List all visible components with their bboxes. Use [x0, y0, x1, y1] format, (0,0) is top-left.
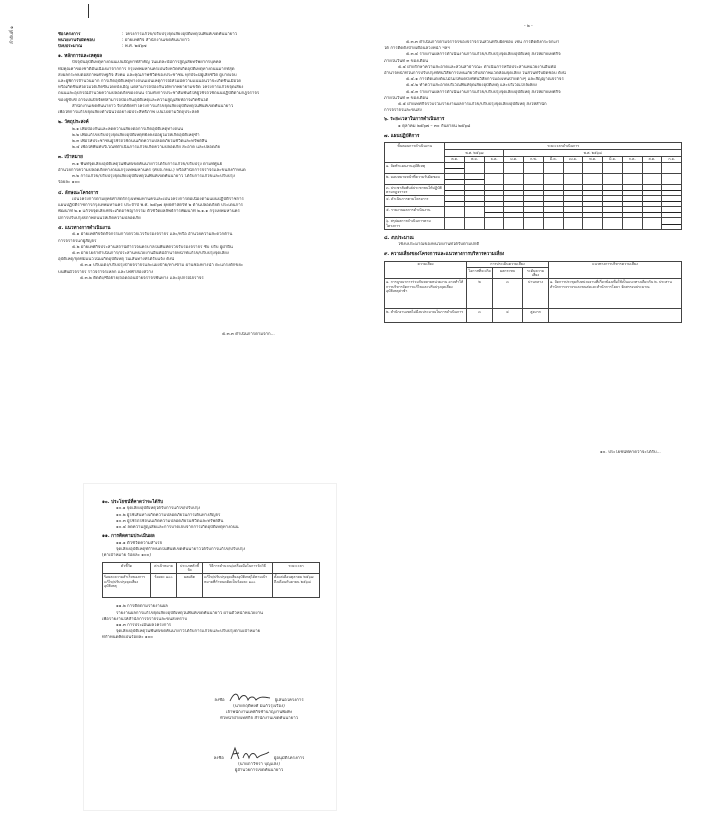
- plan-cell: [543, 218, 563, 229]
- section-heading: ๑๑. การติดตามประเมินผล: [102, 534, 155, 540]
- plan-cell: [504, 185, 524, 196]
- plan-cell: [563, 196, 583, 207]
- plan-cell: [524, 174, 544, 185]
- risk-header: ความเสี่ยง: [385, 261, 467, 279]
- timeline-arrow: [662, 201, 681, 202]
- section-heading: ๘. งบประมาณ: [384, 235, 414, 241]
- plan-cell: [622, 218, 642, 229]
- plan-row: [385, 163, 682, 174]
- plan-cell: [662, 196, 682, 207]
- kpi-header: ระยะเวลา: [273, 563, 320, 574]
- body-line: รายงานผลการแก้ไขจุดเสี่ยงอุบัติเหตุในพื้นที่เขตคันนายาว ผ่านตัวหน้าหน่วยงาน: [116, 610, 263, 616]
- timeline-arrow: [524, 201, 543, 202]
- timeline-arrow: [465, 201, 484, 202]
- timeline-arrow: [603, 190, 622, 191]
- plan-cell: [484, 163, 504, 174]
- section-heading: ๖. ระยะเวลาในการดำเนินการ: [384, 117, 445, 123]
- plan-cell: [484, 185, 504, 196]
- plan-step: ๔. ดำเนินการตามโครงการ: [385, 196, 445, 207]
- body-line: ที่กำหนดคิดเป็นร้อยละ ๑๐๐: [102, 635, 153, 641]
- sign-position: ผู้อำนวยการเขตคันนายาว: [234, 768, 284, 774]
- body-line: การจราจรและขนส่ง: [384, 108, 422, 114]
- plan-cell: [484, 218, 504, 229]
- timeline-arrow: [504, 201, 523, 202]
- body-line: ๒.๑ เพื่อป้องกันและลดความเสี่ยงต่อการเกิดอุบัติเหตุทางถนน: [72, 126, 184, 132]
- timeline-arrow: [544, 212, 563, 213]
- plan-cell: [662, 185, 682, 196]
- body-line: ๕.๓ ฝ่ายโยธาดำเนินการ/ประสานหน่วยงานอื่นที่มีอำนาจหน้าที่แก้ไข/ปรับปรุงจุดเสี่ยง: [72, 250, 229, 256]
- plan-cell: [524, 218, 544, 229]
- signature-block-proposer: [184, 690, 334, 723]
- handwritten-signature-1: [228, 690, 272, 704]
- timeline-arrow: [465, 179, 484, 180]
- body-line: ๓.๑ พื้นที่จุดเสี่ยงอุบัติเหตุในพื้นที่เขตคันนายาวได้รับการแก้ไข/ปรับปรุง ตามที่ศูนย์: [72, 161, 223, 167]
- timeline-arrow: [485, 190, 504, 191]
- meta-label: ชื่อโครงการ: [58, 32, 81, 37]
- timeline-arrow: [583, 201, 602, 202]
- plan-cell: [524, 196, 544, 207]
- body-line: ๑ ตุลาคม ๒๕๖๗ – ๓๐ กันยายน ๒๕๖๘: [398, 123, 471, 129]
- page1-body: [58, 54, 340, 282]
- month-header: ส.ค.: [642, 156, 662, 163]
- body-line: ถนนและอุปกรณ์อำนวยความปลอดภัยของถนน รวมทั้งการประชาสัมพันธ์ให้ผู้ใช้รถใช้ถนนปฏิบัติตามกฎจราจร: [58, 91, 260, 97]
- plan-cell: [504, 196, 524, 207]
- kpi-cell: ร้อยละความสำเร็จของการแก้ไข/ปรับปรุงจุดเสี่ยงอุบัติเหตุ: [103, 574, 151, 598]
- timeline-arrow: [564, 201, 583, 202]
- section-heading: ๔. ลักษณะโครงการ: [58, 190, 99, 196]
- plan-cell: [445, 196, 465, 207]
- timeline-arrow: [662, 212, 681, 213]
- timeline-arrow: [445, 179, 464, 180]
- timeline-arrow: [564, 190, 583, 191]
- body-line: ๓.๒ การแก้ไข/ปรับปรุงจุดเสี่ยงอุบัติเหตุในพื้นที่เขตคันนายาว ได้รับการแก้ไขและปรับปรุง: [72, 174, 235, 180]
- plan-cell: [583, 163, 603, 174]
- month-header: ต.ค.: [445, 156, 465, 163]
- plan-cell: [642, 163, 662, 174]
- body-line: ที่มีคุณค่าของชาติอันเนื่องมาจากการ กรุงเทพมหานครเป็นจังหวัดที่เกิดอุบัติเหตุทางถนนมากที่สุด: [58, 66, 235, 72]
- body-line: ๑๐.๔ ลดความสูญเสียและการบาดเจ็บจากการเกิดอุบัติเหตุทางถนน: [116, 525, 239, 531]
- body-line: ๒.๔ เพื่อให้พื้นที่บริเวณที่ดำเนินการแก้ไขเกิดความปลอดภัย สะอาด และปลอดภัย: [72, 145, 221, 151]
- plan-cell: [622, 174, 642, 185]
- timeline-arrow: [662, 224, 681, 225]
- body-line: ๕.๒ ฝ่ายเทศกิจประสานสถานีตำรวจนครบาลในพื้นที่ตรวจรับรองจราจร ซับ ปรับ ผู้ฝ่าฝืน: [72, 244, 233, 250]
- month-header: พ.ย.: [465, 156, 485, 163]
- plan-row: [385, 218, 682, 229]
- plan-cell: [465, 185, 485, 196]
- risk-header: ระดับความเสี่ยง: [523, 268, 549, 279]
- plan-cell: [563, 207, 583, 218]
- timeline-arrow: [583, 190, 602, 191]
- document-page-1: [2, 2, 348, 472]
- body-line: ๕.๔.๒ ทำความสะอาดบริเวณพื้นที่จุดเสี่ยงอุบัติเหตุ และบริเวณใกล้เคียง: [406, 83, 537, 89]
- risk-row: [385, 279, 682, 309]
- meta-label: ปีงบประมาณ: [58, 44, 83, 50]
- plan-cell: [563, 174, 583, 185]
- plan-step: ๕. รายงานผลการดำเนินงาน: [385, 207, 445, 218]
- body-line: ปัจจุบันอุบัติเหตุทางถนนเป็นปัญหาที่สำคัญ ในแต่ละปีมีการสูญเสียทรัพยากรบุคคล: [72, 60, 222, 66]
- plan-cell: [563, 218, 583, 229]
- body-line: ภายในวันที่ ๓ ของเดือน: [384, 95, 429, 101]
- timeline-arrow: [603, 212, 622, 213]
- project-meta: [58, 32, 338, 51]
- body-line: ๕.๓.๓ ดำเนินการตามจราจรของจราจรในส่วนที่รับผิดชอบ เช่น การติดตั้งกระจกเงา: [406, 40, 560, 45]
- body-line: เป็นโครงการตามยุทธศาสตร์กรุงเทพมหานครและเป็นโครงการต่อเนื่องตามแผนปฏิบัติราชการ: [72, 197, 244, 203]
- sign-prefix: ลงชื่อ: [214, 697, 225, 703]
- timeline-arrow: [445, 168, 464, 169]
- meta-row: [58, 44, 338, 50]
- timeline-arrow: [564, 212, 583, 213]
- body-line: และผู้พิการจำนวนมาก การเกิดอุบัติเหตุทางถนนเป็นเหตุการณ์ที่ไม่มีความแน่นอนว่าจะเกิดขึ้นเมื่อใด: [58, 79, 242, 85]
- plan-cell: [583, 174, 603, 185]
- body-line: สำนักงานเขตคันนายาว จึงได้จัดทำโครงการแก้ไขจุดเสี่ยงอุบัติเหตุในพื้นที่เขตคันนายาว: [72, 103, 234, 109]
- sign-position: หัวหน้าฝ่ายเทศกิจ สำนักงานเขตคันนายาว: [219, 716, 299, 722]
- plan-step: ๑. จัดทำแผนงานอุบัติเหตุ: [385, 163, 445, 174]
- continue-label: ๑๐. ประโยชน์ที่คาดว่าจะได้รับ...: [600, 450, 661, 455]
- sign-position: เจ้าพนักงานเทศกิจชำนาญงานพิเศษ: [225, 710, 293, 716]
- body-line: ๕.๓.๒ ติดตั้ง/ซื้อย้าย/ถอดถอนป้ายจราจรพื้นทาง และอุปกรณ์จราจร: [80, 275, 204, 281]
- plan-cell: [603, 174, 623, 185]
- timeline-arrow: [544, 190, 563, 191]
- body-line: เพื่อรายงานให้สำนักการจราจรและขนส่งทราบ: [102, 616, 188, 622]
- col-header-step: ขั้นตอนการดำเนินงาน: [385, 143, 445, 163]
- kpi-cell: ร้อยละ ๑๐๐: [151, 574, 177, 598]
- plan-cell: [445, 163, 465, 174]
- timeline-arrow: [485, 212, 504, 213]
- page2-body: [384, 40, 696, 323]
- plan-cell: [603, 218, 623, 229]
- plan-cell: [465, 163, 485, 174]
- plan-cell: [543, 185, 563, 196]
- body-line: อำนาจหน้าที่ในการปรับปรุงทัศนวิสัยการเห็นเกี่ยวกับสภาพแวดล้อมจุดเสี่ยง ในส่วนที่รับผิดชอบ ดังนี้: [384, 71, 566, 77]
- body-line: ๑๑.๒ การติดตามรายงานผล: [116, 604, 168, 610]
- body-line: ได้ การติดตั้งป้ายเตือนล่วงหน้า ฯลฯ: [384, 46, 450, 52]
- signature-block-approver: [184, 746, 334, 774]
- action-plan-table: [384, 142, 682, 229]
- plan-cell: [543, 174, 563, 185]
- month-header: ก.พ.: [524, 156, 544, 163]
- risk-header: ผลกระทบ: [493, 268, 523, 279]
- timeline-arrow: [524, 212, 543, 213]
- sign-role: ผู้อนุมัติโครงการ: [273, 755, 305, 761]
- year-header: พ.ศ. ๒๕๖๗: [445, 150, 504, 157]
- plan-cell: [543, 163, 563, 174]
- plan-cell: [622, 163, 642, 174]
- month-header: ม.ค.: [504, 156, 524, 163]
- plan-cell: [524, 163, 544, 174]
- plan-cell: [603, 163, 623, 174]
- plan-cell: [583, 185, 603, 196]
- plan-cell: [622, 207, 642, 218]
- section-heading: ๗. แผนปฏิบัติการ: [384, 134, 420, 140]
- body-line: อำนวยการความปลอดภัยทางถนนกรุงเทพมหานคร (ศปถ.กทม.) หรือสำนักการจราจรและขนส่งกำหนด: [58, 168, 246, 174]
- kpi-header: ค่าเป้าหมาย: [151, 563, 177, 574]
- sign-prefix: ลงชื่อ: [213, 755, 224, 761]
- timeline-arrow: [445, 201, 464, 202]
- body-line: หรือเกิดขึ้นที่ใดไม่ได้เกิดขึ้นโดยบังเอิญ แต่สามารถป้องกันได้หากพยายามขจัด โครงการแก้ไขจุดเสี่ยง: [58, 85, 244, 91]
- timeline-arrow: [465, 190, 484, 191]
- body-line: ของผู้ขับขี่ อาจเป็นปัจจัยที่สามารถป้องกันอุบัติเหตุและความสูญเสียที่อาจเกิดขึ้นได้: [58, 97, 209, 103]
- section-heading: ๙. ความเสี่ยงของโครงการและแนวทางการบริหารความเสี่ยง: [384, 252, 505, 258]
- plan-cell: [504, 174, 524, 185]
- sign-name: (นายภาวัชรา บุญแสง): [238, 762, 280, 767]
- body-line: ส่งผลกระทบต่อสภาพเศรษฐกิจ สังคม และคุณภาพชีวิตของประชาชน ทุกปีจะมีผู้เสียชีวิต ผู้บาดเจ็บ: [58, 72, 237, 78]
- month-header: ก.ย.: [662, 156, 682, 163]
- risk-cell: ๒: [467, 279, 493, 309]
- month-header: ก.ค.: [622, 156, 642, 163]
- document-page-2: [368, 10, 704, 480]
- plan-cell: [642, 185, 662, 196]
- timeline-arrow: [623, 212, 642, 213]
- page3-body: [102, 500, 328, 642]
- plan-cell: [603, 185, 623, 196]
- plan-cell: [504, 207, 524, 218]
- body-line: ๑๐.๓ ผู้ใช้รถใช้ถนนเกิดความปลอดภัยในชีวิตและทรัพย์สิน: [116, 518, 224, 524]
- body-line: อุบัติเหตุ/จุดที่มีแนวโน้มเกิดอุบัติเหตุ ในเส้นทางที่ได้รับแจ้ง ดังนี้: [58, 257, 175, 263]
- plan-cell: [445, 185, 465, 196]
- plan-row: [385, 185, 682, 196]
- plan-cell: [662, 207, 682, 218]
- meta-value: : พ.ศ. ๒๕๖๗: [122, 44, 147, 50]
- plan-cell: [465, 174, 485, 185]
- plan-step: ๖. สรุปผลการดำเนินการตามโครงการ: [385, 218, 445, 229]
- plan-cell: [445, 207, 465, 218]
- plan-row: [385, 174, 682, 185]
- month-header: เม.ย.: [563, 156, 583, 163]
- body-line: ใช้งบประมาณของหน่วยงานที่ได้รับตามปกติ: [398, 242, 480, 248]
- body-line: ๒.๒ เพื่อแก้ไขปรับปรุงจุดเสี่ยงอุบัติเหตุที่ยังคงมีอยู่ไม่ให้เกิดอุบัติเหตุซ้ำ: [72, 132, 200, 138]
- month-header: มี.ค.: [543, 156, 563, 163]
- body-line: ๕.๓.๔ รายงานผลการดำเนินงานการแก้ไข/ปรับปรุงจุดเสี่ยงอุบัติเหตุ ส่งให้ฝ่ายเทศกิจ: [406, 52, 561, 58]
- meta-value: : โครงการแก้ไข/ปรับปรุงจุดเสี่ยงอุบัติเหตุในพื้นที่เขตคันนายาว: [122, 32, 238, 37]
- plan-cell: [484, 196, 504, 207]
- section-heading: ๑. หลักการและเหตุผล: [58, 54, 103, 59]
- side-stamp: ลำดับที่ ๑: [10, 26, 15, 44]
- timeline-arrow: [643, 190, 662, 191]
- plan-cell: [484, 207, 504, 218]
- timeline-arrow: [504, 190, 523, 191]
- body-line: ๕.๔.๓ รายงานผลการดำเนินงานการแก้ไข/ปรับปรุงจุดเสี่ยงอุบัติเหตุ ส่งให้ฝ่ายเทศกิจ: [406, 89, 561, 95]
- sign-role: ผู้เสนอโครงการ: [274, 697, 304, 703]
- body-line: เพื่อให้การแก้ไขจุดเสี่ยงดำเนินไปอย่างมีประสิทธิภาพ เป็นไปตามวัตถุประสงค์: [58, 110, 200, 116]
- timeline-arrow: [583, 212, 602, 213]
- body-line: การจราจรแก่ผู้สัญจร: [58, 238, 97, 244]
- risk-row: [385, 309, 682, 323]
- kpi-header: ตัวชี้วัด: [103, 563, 151, 574]
- risk-cell: ๓: [493, 279, 523, 309]
- risk-table: [384, 261, 682, 324]
- section-heading: ๒. วัตถุประสงค์: [58, 120, 89, 126]
- section-heading: ๓. เป้าหมาย: [58, 155, 83, 161]
- timeline-arrow: [524, 190, 543, 191]
- plan-cell: [504, 163, 524, 174]
- kpi-header: วิธีการคำนวณ/เครื่องมือในการวัดวิธี: [203, 563, 273, 574]
- body-line: ๕.๓.๑ ปรับแต่ง/ปรับปรุงป้ายจราจรและแผงป้าย/ทางข้าม ผ่านช่องทางน้ำ ตะแกรงดักขยะ: [80, 263, 244, 269]
- body-line: ๕.๔ ฝ่ายรักษาความสะอาดและสวนสาธารณะ ดำเนินการหรือประสานหน่วยงานอื่นที่มี: [398, 64, 557, 70]
- timeline-arrow: [623, 201, 642, 202]
- body-line: ๑๐.๒ ผู้ใช้เส้นทางเกิดความปลอดภัยในการเดินทางสัญจร: [116, 512, 221, 518]
- plan-row: [385, 207, 682, 218]
- timeline-arrow: [643, 201, 662, 202]
- plan-cell: [543, 207, 563, 218]
- kpi-cell: ตั้งแต่เดือนตุลาคม ๒๕๖๗ ถึงเดือนกันยายน ๒๕๖๘: [273, 574, 320, 598]
- body-line: พัฒนาที่ ๒.๑ แก้ไขจุดเสี่ยงที่จะเกิดอาชญากรรม ตัวชี้วัดผลลัพธ์การพัฒนาที่ ๒.๑.๑ กรุงเทพมหานคร: [58, 209, 240, 215]
- timeline-arrow: [643, 212, 662, 213]
- timeline-arrow: [445, 190, 464, 191]
- risk-cell: ๑. การบูรณาการร่วมกันหลายหน่วยงาน อาจทำให้การบริหารจัดการแก้ไขและปรับปรุงจุดเสี่ยงอุบัติเหตุล่าช้า: [385, 279, 467, 309]
- plan-cell: [583, 196, 603, 207]
- kpi-table: [102, 562, 320, 598]
- plan-cell: [642, 207, 662, 218]
- plan-cell: [524, 207, 544, 218]
- plan-step: ๓. ประชาสัมพันธ์ประชาชนให้ปฏิบัติตามกฎจราจร: [385, 185, 445, 196]
- meta-value: : ฝ่ายเทศกิจ สำนักงานเขตคันนายาว: [122, 38, 190, 44]
- risk-cell: [549, 309, 682, 323]
- plan-cell: [603, 196, 623, 207]
- page-number: - ๒ -: [524, 24, 533, 29]
- risk-cell: ๑. จัดการประชุมกับหน่วยงานที่เกี่ยวข้องเพื่อใช้เป็นแนวทางเดียวกัน ๒. ประสานสำนักการจราจรและขนส่งและสำนักการโยธา จัดสรรงบประมาณ: [549, 279, 682, 309]
- timeline-arrow: [504, 212, 523, 213]
- plan-cell: [563, 185, 583, 196]
- section-heading: ๑๐. ประโยชน์ที่คาดว่าจะได้รับ: [102, 500, 163, 505]
- section-heading: ๕. แนวทางการดำเนินงาน: [58, 225, 111, 231]
- margin-mark: [88, 4, 89, 18]
- risk-cell: ๒. สำนักงานเขตไม่มีงบประมาณในการดำเนินการ: [385, 309, 467, 323]
- month-header: พ.ค.: [583, 156, 603, 163]
- body-line: ร้อยละ ๑๐๐: [58, 180, 80, 186]
- handwritten-signature-2: [227, 746, 271, 762]
- plan-cell: [484, 174, 504, 185]
- body-line: จุดเสี่ยงอุบัติเหตุที่กำหนดในพื้นที่เขตคันนายาวได้รับการแก้ไข/ปรับปรุง: [116, 546, 246, 552]
- plan-cell: [603, 207, 623, 218]
- plan-cell: [583, 218, 603, 229]
- body-line: (ค่าเป้าหมาย ร้อยละ ๑๐๐): [102, 553, 151, 559]
- body-line: ๕.๑ ฝ่ายเทศกิจจัดกิจกรรมการตรวจเวรรับรองจราจร และ/หรือ อำนวยความสะดวกด้าน: [72, 232, 233, 238]
- plan-cell: [642, 196, 662, 207]
- body-line: บนพื้นผิวจราจร ราวจราจรเหล็ก และไฟฟ้าส่องสว่าง: [58, 269, 154, 275]
- kpi-cell: แก้ไข/ปรับปรุงจุดเสี่ยงอุบัติเหตุได้ตามเป้าหมายที่กำหนดคิดเป็นร้อยละ ๑๐๐: [203, 574, 273, 598]
- plan-cell: [445, 174, 465, 185]
- plan-cell: [662, 163, 682, 174]
- plan-cell: [465, 207, 485, 218]
- plan-cell: [662, 174, 682, 185]
- plan-cell: [524, 185, 544, 196]
- col-header-period: ระยะเวลาดำเนินการ: [445, 143, 682, 150]
- body-line: จุดเสี่ยงอุบัติเหตุในพื้นที่เขตคันนายาวได้รับการแก้ไขและปรับปรุงตามเป้าหมาย: [116, 629, 261, 635]
- kpi-cell: ผลผลิต: [177, 574, 203, 598]
- sign-name: (นายกฤติพงศ์ มีแก้วรุ่งเรือง): [233, 704, 285, 709]
- timeline-arrow: [623, 190, 642, 191]
- timeline-arrow: [662, 190, 681, 191]
- body-line: ๒.๓ เพื่อให้ประชาชนผู้ใช้รถใช้ถนนเกิดความปลอดภัยในชีวิตและทรัพย์สิน: [72, 139, 208, 145]
- timeline-arrow: [544, 201, 563, 202]
- body-line: มีการปรับปรุงสภาพถนนให้เกิดความปลอดภัย: [58, 215, 141, 221]
- plan-cell: [583, 207, 603, 218]
- continue-label: ๕.๓.๓ ดำเนินการตามจาก...: [222, 332, 275, 337]
- document-page-3: [84, 484, 336, 810]
- timeline-arrow: [603, 201, 622, 202]
- month-header: ธ.ค.: [484, 156, 504, 163]
- plan-cell: [642, 174, 662, 185]
- meta-label: หน่วยงานรับผิดชอบ: [58, 38, 95, 44]
- plan-cell: [563, 163, 583, 174]
- risk-cell: ๔: [493, 309, 523, 323]
- body-line: ภายในวันที่ ๓ ของเดือน: [384, 58, 429, 64]
- body-line: ๑๐.๑ จุดเสี่ยงอุบัติเหตุได้รับการแก้ไข/ปรับปรุง: [116, 506, 201, 512]
- risk-cell: ๓: [467, 309, 493, 323]
- plan-cell: [543, 196, 563, 207]
- plan-cell: [622, 196, 642, 207]
- body-line: ๕.๕ ฝ่ายเทศกิจรวบรวมรายงานผลการแก้ไข/ปรับปรุงจุดเสี่ยงอุบัติเหตุ ส่งให้สำนัก: [398, 102, 547, 108]
- plan-cell: [445, 218, 465, 229]
- month-header: มิ.ย.: [603, 156, 623, 163]
- plan-cell: [504, 218, 524, 229]
- body-line: ๑๑.๑ ตัวชี้วัดความสำเร็จ: [116, 540, 163, 546]
- plan-step: ๒. มอบหมายหน้าที่ความรับผิดชอบ: [385, 174, 445, 185]
- risk-header: โอกาสที่จะเกิด: [467, 268, 493, 279]
- plan-cell: [662, 218, 682, 229]
- year-header: พ.ศ. ๒๕๖๘: [504, 150, 682, 157]
- body-line: ๕.๔.๑ การตัดแต่งต้นไม้ไม่ให้บดบังทัศนวิสัยการมองเห็นป้ายต่างๆ และสัญญาณจราจร: [406, 77, 564, 83]
- plan-cell: [642, 218, 662, 229]
- kpi-header: ประเภทตัวชี้วัด: [177, 563, 203, 574]
- risk-cell: ปานกลาง: [523, 279, 549, 309]
- plan-cell: [622, 185, 642, 196]
- body-line: แผนปฏิบัติราชการกรุงเทพมหานคร ประจำปี พ.ศ. ๒๕๖๗ ยุทธศาสตร์ที่ ๒ ด้านปลอดภัยดี ประเด็นการ: [58, 203, 243, 209]
- plan-cell: [465, 218, 485, 229]
- risk-header: แนวทางการบริหารความเสี่ยง: [549, 261, 682, 279]
- risk-cell: สูงมาก: [523, 309, 549, 323]
- plan-cell: [465, 196, 485, 207]
- risk-header: การประเมินความเสี่ยง: [467, 261, 549, 268]
- plan-row: [385, 196, 682, 207]
- timeline-arrow: [485, 201, 504, 202]
- body-line: ๑๑.๓ การประเมินผลโครงการ: [116, 623, 172, 629]
